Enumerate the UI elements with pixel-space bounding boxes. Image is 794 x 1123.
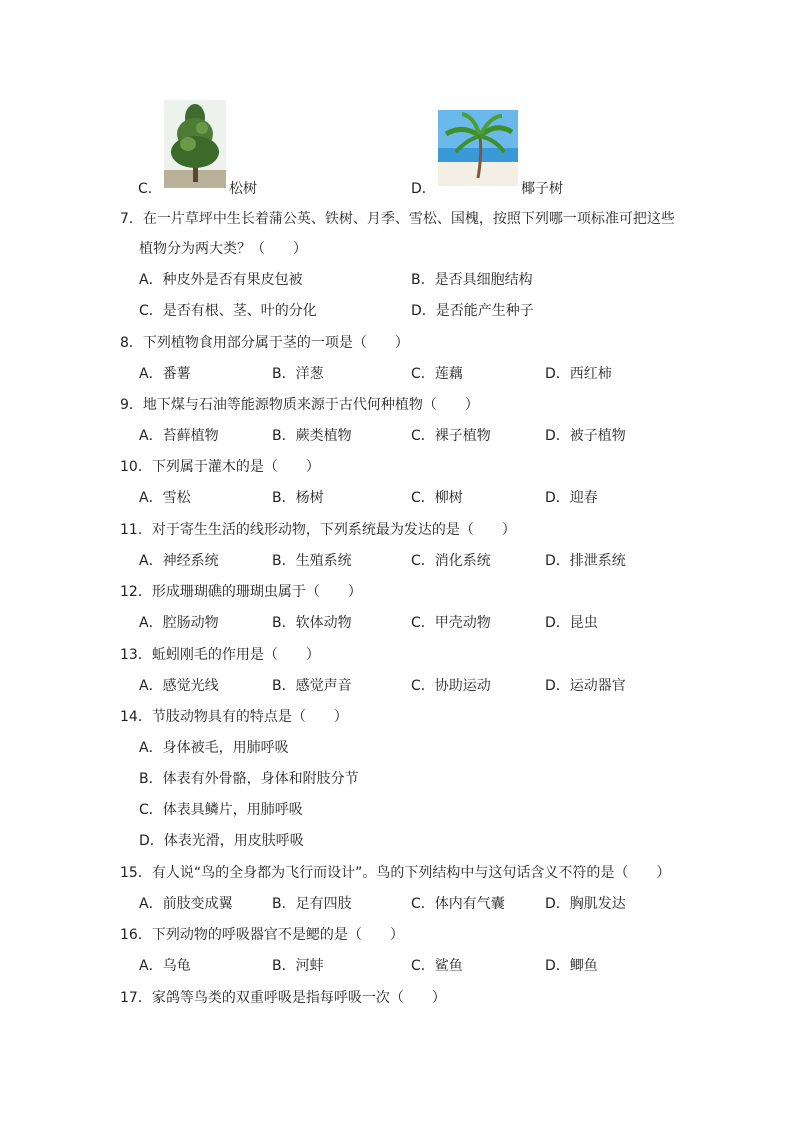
q14-option-a[interactable]: A．身体被毛，用肺呼吸 (139, 740, 289, 756)
q16-option-b[interactable]: B．河蚌 (272, 958, 324, 974)
q7-option-c[interactable]: C．是否有根、茎、叶的分化 (139, 303, 317, 319)
q7-option-b[interactable]: B．是否具细胞结构 (411, 272, 533, 288)
q9-option-a[interactable]: A．苔藓植物 (139, 428, 219, 444)
q10-option-b[interactable]: B．杨树 (272, 490, 324, 506)
q9-stem: 9．地下煤与石油等能源物质来源于古代何种植物（ ） (120, 397, 479, 413)
q8-stem: 8．下列植物食用部分属于茎的一项是（ ） (120, 335, 409, 351)
q10-option-d[interactable]: D．迎春 (545, 490, 598, 506)
q12-option-a[interactable]: A．腔肠动物 (139, 615, 219, 631)
q6-option-c-label: 松树 (229, 181, 257, 197)
pine-tree-photo-icon (164, 100, 226, 188)
q11-option-c[interactable]: C．消化系统 (411, 553, 491, 569)
q12-option-b[interactable]: B．软体动物 (272, 615, 352, 631)
q8-option-a[interactable]: A．番薯 (139, 366, 191, 382)
q13-option-c[interactable]: C．协助运动 (411, 678, 491, 694)
q6-option-c-letter: C． (138, 181, 162, 197)
q11-stem: 11．对于寄生生活的线形动物，下列系统最为发达的是（ ） (120, 522, 516, 538)
q12-option-d[interactable]: D．昆虫 (545, 615, 598, 631)
q16-option-c[interactable]: C．鲨鱼 (411, 958, 463, 974)
q9-option-d[interactable]: D．被子植物 (545, 428, 626, 444)
q15-option-a[interactable]: A．前肢变成翼 (139, 896, 233, 912)
q13-option-d[interactable]: D．运动器官 (545, 678, 626, 694)
q10-option-a[interactable]: A．雪松 (139, 490, 191, 506)
q12-stem: 12．形成珊瑚礁的珊瑚虫属于（ ） (120, 584, 362, 600)
q13-stem: 13．蚯蚓刚毛的作用是（ ） (120, 647, 320, 663)
q17-stem: 17．家鸽等鸟类的双重呼吸是指每呼吸一次（ ） (120, 990, 446, 1006)
q13-option-b[interactable]: B．感觉声音 (272, 678, 352, 694)
q13-option-a[interactable]: A．感觉光线 (139, 678, 219, 694)
q8-option-d[interactable]: D．西红柿 (545, 366, 612, 382)
q14-option-b[interactable]: B．体表有外骨骼，身体和附肢分节 (139, 771, 359, 787)
q12-option-c[interactable]: C．甲壳动物 (411, 615, 491, 631)
q16-stem: 16．下列动物的呼吸器官不是鳃的是（ ） (120, 927, 404, 943)
coconut-palm-photo-icon (438, 110, 518, 186)
q11-option-b[interactable]: B．生殖系统 (272, 553, 352, 569)
q8-option-b[interactable]: B．洋葱 (272, 366, 324, 382)
q11-option-d[interactable]: D．排泄系统 (545, 553, 626, 569)
q6-option-d-label: 椰子树 (521, 181, 563, 197)
q10-option-c[interactable]: C．柳树 (411, 490, 463, 506)
q16-option-a[interactable]: A．乌龟 (139, 958, 191, 974)
q7-stem: 7．在一片草坪中生长着蒲公英、铁树、月季、雪松、国槐，按照下列哪一项标准可把这些 (120, 211, 675, 227)
q16-option-d[interactable]: D．鲫鱼 (545, 958, 598, 974)
q7-option-d[interactable]: D．是否能产生种子 (411, 303, 534, 319)
q8-option-c[interactable]: C．莲藕 (411, 366, 463, 382)
q15-option-b[interactable]: B．足有四肢 (272, 896, 352, 912)
q14-option-c[interactable]: C．体表具鳞片，用肺呼吸 (139, 802, 303, 818)
q15-option-d[interactable]: D．胸肌发达 (545, 896, 626, 912)
q15-option-c[interactable]: C．体内有气囊 (411, 896, 505, 912)
q14-stem: 14．节肢动物具有的特点是（ ） (120, 709, 348, 725)
q10-stem: 10．下列属于灌木的是（ ） (120, 459, 320, 475)
q11-option-a[interactable]: A．神经系统 (139, 553, 219, 569)
q7-option-a[interactable]: A．种皮外是否有果皮包被 (139, 272, 303, 288)
q7-stem-continued: 植物分为两大类？（ ） (139, 241, 307, 257)
q6-option-d-letter: D． (411, 181, 436, 197)
q9-option-c[interactable]: C．裸子植物 (411, 428, 491, 444)
q14-option-d[interactable]: D．体表光滑，用皮肤呼吸 (139, 833, 304, 849)
q9-option-b[interactable]: B．蕨类植物 (272, 428, 352, 444)
q15-stem: 15．有人说“鸟的全身都为飞行而设计”。鸟的下列结构中与这句话含义不符的是（ ） (120, 865, 671, 881)
